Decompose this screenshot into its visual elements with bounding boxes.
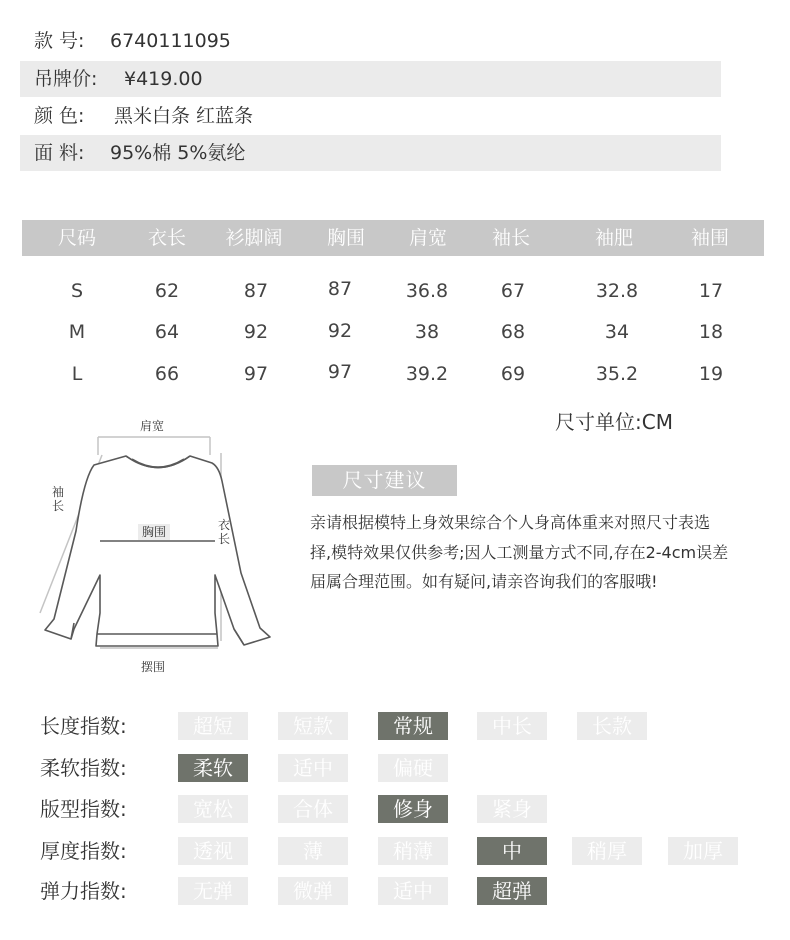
table-cell: 34	[604, 321, 630, 343]
index-chip: 适中	[278, 754, 348, 782]
table-cell: M	[68, 321, 86, 343]
header-length: 衣长	[147, 227, 187, 249]
index-chip: 适中	[378, 877, 448, 905]
header-hem-width: 衫脚阔	[225, 227, 283, 249]
info-row-style-number	[20, 23, 721, 59]
style-number-label: 款 号:	[34, 30, 85, 52]
header-chest: 胸围	[326, 227, 366, 249]
index-chip: 超弹	[477, 877, 547, 905]
index-chip: 长款	[577, 712, 647, 740]
index-chip: 短款	[278, 712, 348, 740]
index-label: 厚度指数:	[40, 839, 127, 863]
index-chip: 中长	[477, 712, 547, 740]
table-cell: 35.2	[595, 363, 639, 385]
diagram-label-sleeve: 袖长	[52, 485, 65, 513]
size-advice-title: 尺寸建议	[312, 465, 457, 496]
table-cell: 69	[500, 363, 526, 385]
index-label: 弹力指数:	[40, 879, 127, 903]
index-chip: 薄	[278, 837, 348, 865]
info-row-fabric	[20, 135, 721, 171]
table-cell: 66	[154, 363, 180, 385]
table-cell: S	[70, 280, 84, 302]
style-number-value: 6740111095	[110, 30, 231, 52]
table-cell: 64	[154, 321, 180, 343]
header-sleeve-width: 袖肥	[594, 227, 634, 249]
index-chip: 加厚	[668, 837, 738, 865]
fabric-label: 面 料:	[34, 142, 85, 164]
table-cell: 97	[243, 363, 269, 385]
table-cell: 18	[698, 321, 724, 343]
table-cell: 38	[414, 321, 440, 343]
table-cell: 19	[698, 363, 724, 385]
index-chip: 宽松	[178, 795, 248, 823]
color-value: 黑米白条 红蓝条	[114, 105, 254, 127]
table-cell: 87	[327, 278, 353, 300]
table-cell: 87	[243, 280, 269, 302]
table-cell: 97	[327, 361, 353, 383]
table-cell: 17	[698, 280, 724, 302]
table-cell: L	[71, 363, 83, 385]
size-advice-text: 亲请根据模特上身效果综合个人身高体重来对照尺寸表选择,模特效果仅供参考;因人工测量方式不同,存在2-4cm误差届属合理范围。如有疑问,请亲咨询我们的客服哦!	[310, 513, 729, 591]
table-cell: 67	[500, 280, 526, 302]
sweater-outline-icon	[28, 415, 288, 680]
fabric-value: 95%棉 5%氨纶	[110, 142, 246, 164]
table-cell: 62	[154, 280, 180, 302]
index-chip: 稍厚	[572, 837, 642, 865]
price-label: 吊牌价:	[34, 68, 98, 90]
index-chip: 合体	[278, 795, 348, 823]
index-chip: 偏硬	[378, 754, 448, 782]
diagram-label-length: 衣长	[218, 518, 231, 546]
info-row-color	[20, 98, 721, 134]
index-chip: 柔软	[178, 754, 248, 782]
price-value: ¥419.00	[124, 68, 203, 90]
size-table-header	[22, 220, 764, 256]
index-chip: 紧身	[477, 795, 547, 823]
table-cell: 36.8	[405, 280, 449, 302]
index-chip: 稍薄	[378, 837, 448, 865]
table-cell: 92	[327, 320, 353, 342]
table-cell: 32.8	[595, 280, 639, 302]
header-cuff: 袖围	[690, 227, 730, 249]
index-chip: 中	[477, 837, 547, 865]
index-chip: 常规	[378, 712, 448, 740]
color-label: 颜 色:	[34, 105, 85, 127]
index-chip: 超短	[178, 712, 248, 740]
diagram-label-hem: 摆围	[141, 660, 166, 674]
garment-diagram	[28, 415, 288, 680]
index-chip: 透视	[178, 837, 248, 865]
table-cell: 92	[243, 321, 269, 343]
diagram-label-shoulder: 肩宽	[140, 419, 165, 433]
header-shoulder: 肩宽	[408, 227, 448, 249]
header-sleeve-length: 袖长	[491, 227, 531, 249]
header-size: 尺码	[57, 227, 97, 249]
index-chip: 无弹	[178, 877, 248, 905]
table-cell: 39.2	[405, 363, 449, 385]
index-chip: 修身	[378, 795, 448, 823]
index-label: 柔软指数:	[40, 756, 127, 780]
size-unit-note: 尺寸单位:CM	[555, 410, 673, 434]
info-row-price	[20, 61, 721, 97]
index-label: 版型指数:	[40, 797, 127, 821]
index-label: 长度指数:	[40, 714, 127, 738]
index-chip: 微弹	[278, 877, 348, 905]
table-cell: 68	[500, 321, 526, 343]
diagram-label-chest: 胸围	[138, 524, 170, 540]
